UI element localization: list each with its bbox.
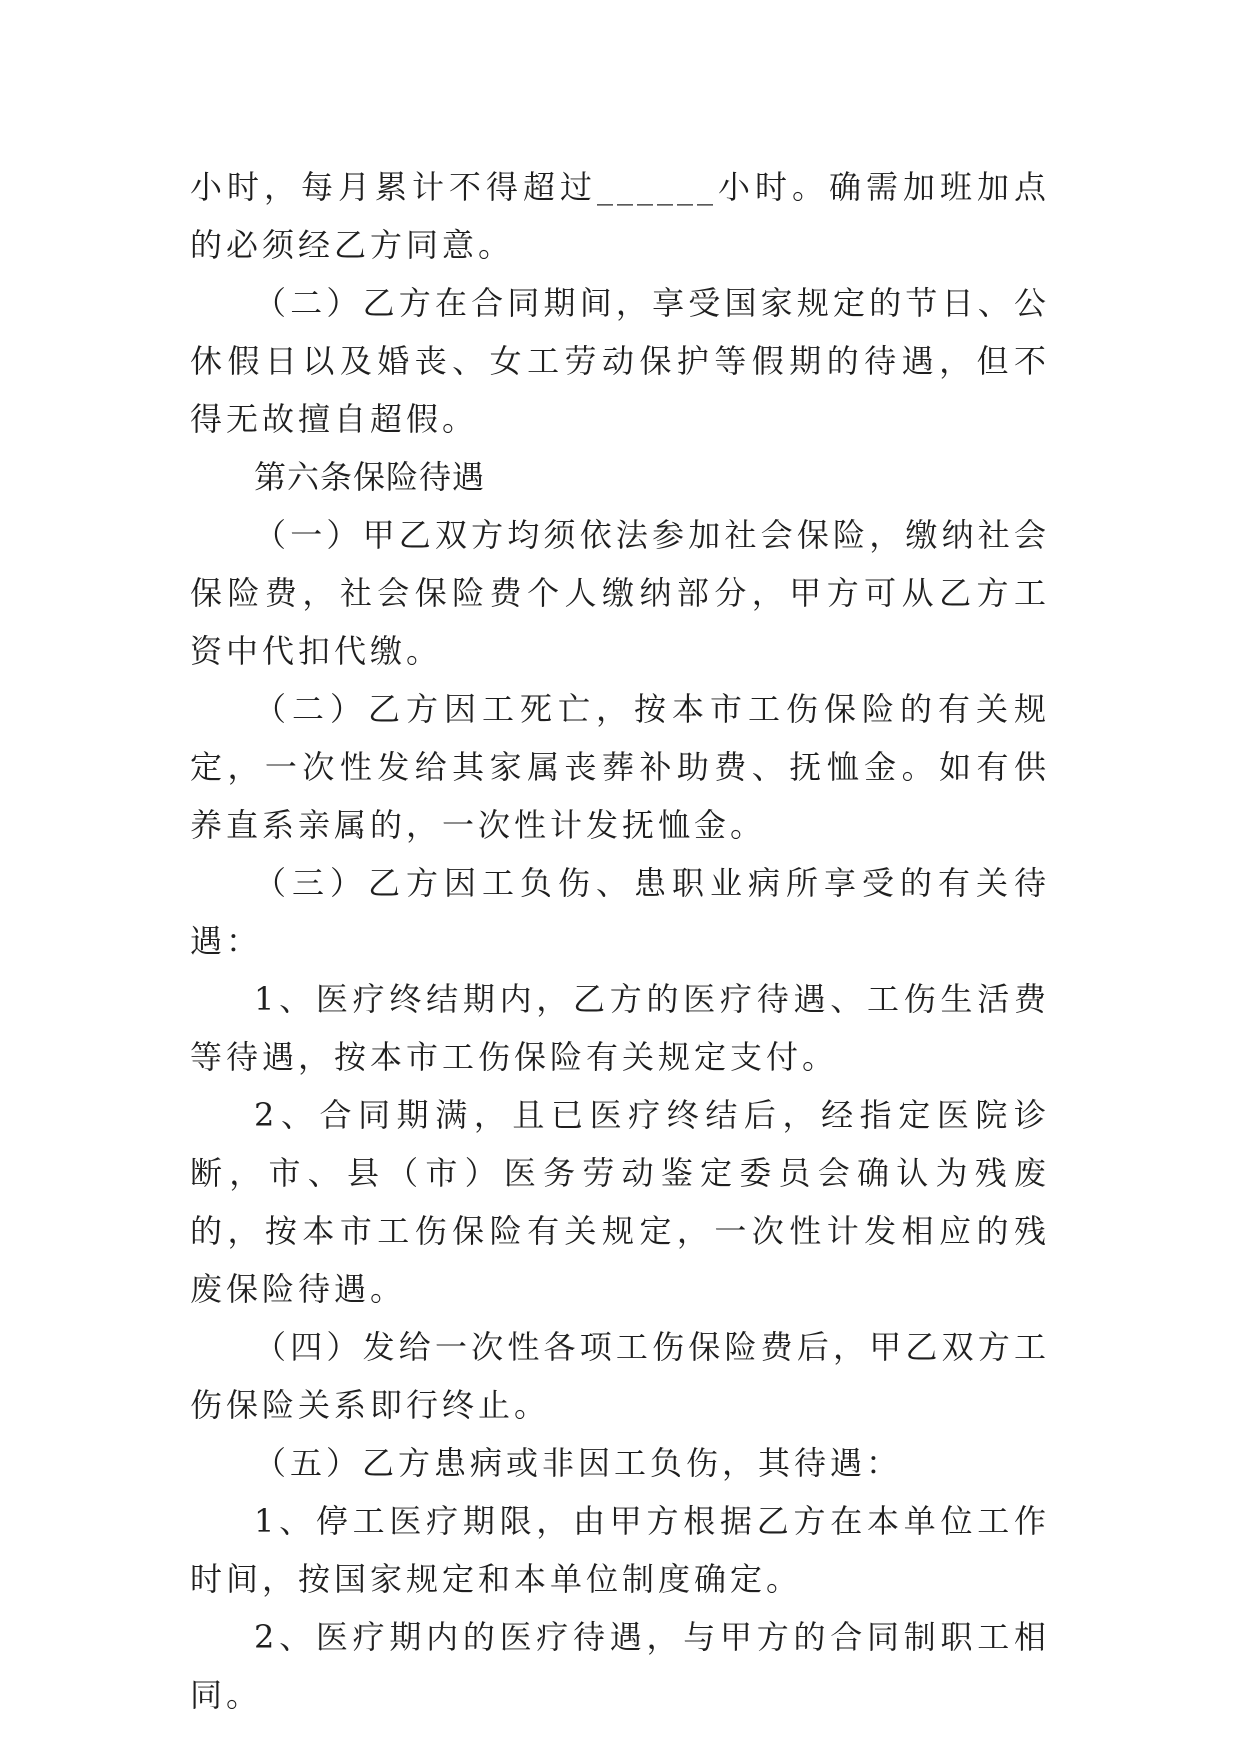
paragraph-work-death: （二）乙方因工死亡，按本市工伤保险的有关规定，一次性发给其家属丧葬补助费、抚恤金。如有供养直系亲属的，一次性计发抚恤金。 (190, 690, 1050, 844)
paragraph-injury-item-1: 1、医疗终结期内，乙方的医疗待遇、工伤生活费等待遇，按本市工伤保险有关规定支付。 (190, 980, 1050, 1076)
paragraph-injury-item-2: 2、合同期满，且已医疗终结后，经指定医院诊断，市、县（市）医务劳动鉴定委员会确认为残废的，按本市工伤保险有关规定，一次性计发相应的残废保险待遇。 (190, 1096, 1050, 1308)
paragraph-insurance-termination: （四）发给一次性各项工伤保险费后，甲乙双方工伤保险关系即行终止。 (190, 1328, 1050, 1424)
paragraph-social-insurance: （一）甲乙双方均须依法参加社会保险，缴纳社会保险费，社会保险费个人缴纳部分，甲方可从乙方工资中代扣代缴。 (190, 516, 1050, 670)
section-heading-insurance: 第六条保险待遇 (254, 458, 486, 496)
paragraph-overtime-limit: 小时，每月累计不得超过______小时。确需加班加点的必须经乙方同意。 (190, 168, 1050, 264)
document-body (190, 158, 1050, 1724)
paragraph-illness-item-1: 1、停工医疗期限，由甲方根据乙方在本单位工作时间，按国家规定和本单位制度确定。 (190, 1502, 1050, 1598)
paragraph-illness-item-2: 2、医疗期内的医疗待遇，与甲方的合同制职工相同。 (190, 1618, 1050, 1714)
paragraph-illness-intro: （五）乙方患病或非因工负伤，其待遇： (254, 1444, 903, 1482)
paragraph-work-injury-intro: （三）乙方因工负伤、患职业病所享受的有关待遇： (190, 864, 1050, 960)
paragraph-holiday-leave: （二）乙方在合同期间，享受国家规定的节日、公休假日以及婚丧、女工劳动保护等假期的待遇，但不得无故擅自超假。 (190, 284, 1050, 438)
